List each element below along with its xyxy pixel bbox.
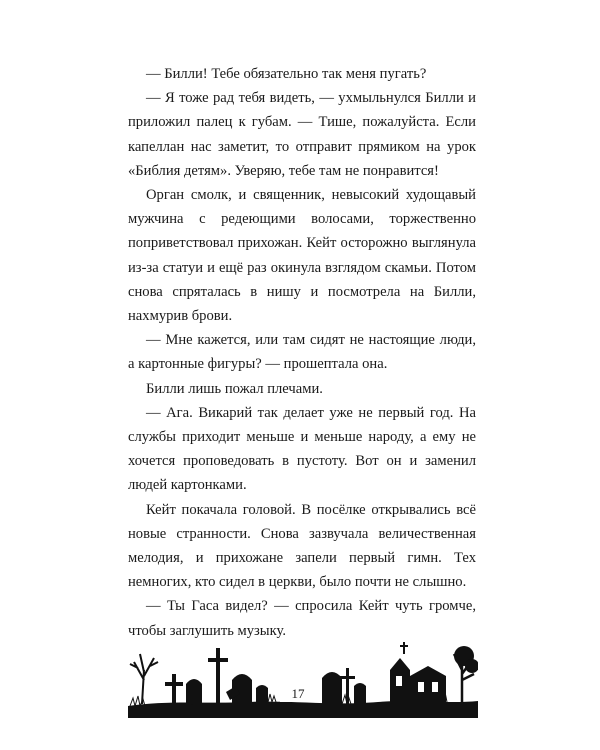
paragraph: — Билли! Тебе обязательно так меня пугать? <box>146 66 427 82</box>
paragraph: Орган смолк, и священник, невысокий худощавый мужчина с редеющими волосами, торжественно поприветствовал прихожан. Кейт осторожно выглянула из-за статуи и ещё раз окинула взглядом скамьи. Потом снова спряталась в нишу и посмотрела на Билли, нахмурив брови. <box>128 187 476 325</box>
page-number: 17 <box>280 686 316 702</box>
paragraph: — Я тоже рад тебя видеть, — ухмыльнулся Билли и приложил палец к губам. — Тише, пожалуйста. Если капеллан нас заметит, то отправит прямиком на урок «Библия детям». Уверяю, тебе там не понравится! <box>128 90 476 179</box>
paragraph: — Ты Гаса видел? — спросила Кейт чуть громче, чтобы заглушить музыку. <box>128 598 476 639</box>
paragraph: — Ага. Викарий так делает уже не первый год. На службы приходит меньше и меньше народу, а ему не хочется проповедовать в пустоту. Вот он и заменил людей картонками. <box>128 404 476 494</box>
graveyard-illustration <box>128 640 478 718</box>
paragraph: — Мне кажется, или там сидят не настоящие люди, а картонные фигуры? — прошептала она. <box>128 332 476 373</box>
paragraph: Билли лишь пожал плечами. <box>146 380 323 397</box>
paragraph: Кейт покачала головой. В посёлке открывались всё новые странности. Снова зазвучала величественная мелодия, и прихожане запели первый гимн. Тех немногих, кто сидел в церкви, было почти не слышно. <box>128 501 476 591</box>
body-text <box>128 62 476 643</box>
